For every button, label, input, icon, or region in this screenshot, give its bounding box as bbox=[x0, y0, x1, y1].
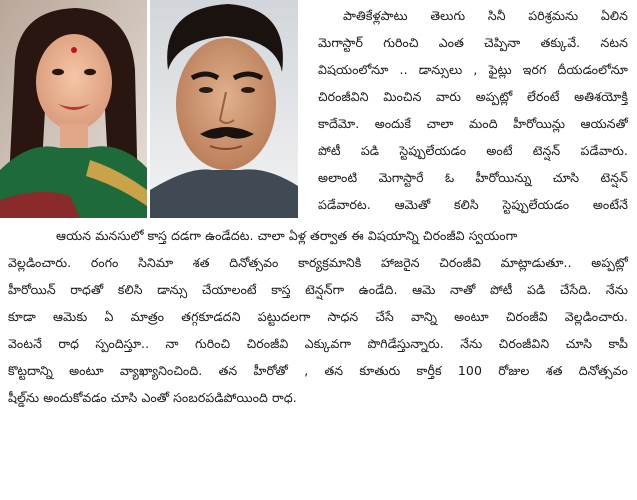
article-line-5: కాదేమో. అందుకే చాలా మంది హీరోయిన్లు ఆయనతో bbox=[318, 116, 628, 131]
article-line-15: షీల్డ్‌ను అందుకోవడం చూసి ఎంతో సంబరపడిపోయింది రాధ. bbox=[8, 390, 297, 405]
article-line-7: అలాంటి మెగాస్టారే ఓ హీరోయిన్ను చూసి టెన్షన్ bbox=[318, 170, 628, 185]
article-line-12: కూడా ఆమెకు ఏ మాత్రం తగ్గకూడదని పట్టుదలగా సాధన చేసే వాన్ని అంటూ చిరంజీవి వెల్లడించారు. bbox=[8, 309, 628, 324]
article-line-6: పోటీ పడి స్టెప్పులేయడం అంటే టెన్షన్ పడేవారు. bbox=[318, 143, 628, 158]
article-line-1: పాతికేళ్లపాటు తెలుగు సినీ పరిశ్రమను ఏలిన bbox=[343, 8, 628, 23]
article-line-3: విషయంలోనూ .. డాన్సులు , ఫైట్లు ఇరగ దీయడంలోనూ bbox=[318, 62, 628, 77]
article-line-9: ఆయన మనసులో కాస్త దడగా ఉండేదట. చాలా ఏళ్ల తర్వాత ఈ విషయాన్ని చిరంజీవి స్వయంగా bbox=[56, 228, 518, 243]
article-line-10: వెల్లడించారు. రంగం సినిమా శత దినోత్సవం కార్యక్రమానికి హాజరైన చిరంజీవి మాట్లాడుతూ.. అప్పట్లో bbox=[8, 255, 628, 270]
actor-portrait-graphic bbox=[150, 0, 298, 218]
article-line-11: హీరోయిన్ రాధతో కలిసి డాన్సు చేయాలంటే కాస్త టెన్షన్‌గా ఉండేది. ఆమె నాతో పోటీ పడి చేసేది. నేను bbox=[8, 282, 628, 297]
article-line-14: కొట్టదాన్ని అంటూ వ్యాఖ్యానించింది. తన హీరోతో , తన కూతురు కార్తీక 100 రోజుల శత దినోత్సవం bbox=[8, 363, 628, 378]
article-line-8: పడేవారట. ఆమెతో కలిసి స్టెప్పులేయడం అంటేనే bbox=[318, 197, 628, 212]
article-line-4: చిరంజీవిని మించిన వారు అప్పట్లో లేరంటే అతిశయోక్తి bbox=[318, 89, 628, 104]
actress-portrait-graphic bbox=[0, 0, 147, 218]
actress-portrait-photo bbox=[0, 0, 147, 218]
article-line-2: మెగాస్టార్ గురించి ఎంత చెప్పినా తక్కువే. నటన bbox=[318, 35, 628, 50]
actor-portrait-photo bbox=[150, 0, 298, 218]
article-line-13: వెంటనే రాధ స్పందిస్తూ.. నా గురించి చిరంజీవి ఎక్కువగా పొగిడేస్తున్నారు. నేను చిరంజీవిని చూసి కాపీ bbox=[8, 336, 628, 351]
